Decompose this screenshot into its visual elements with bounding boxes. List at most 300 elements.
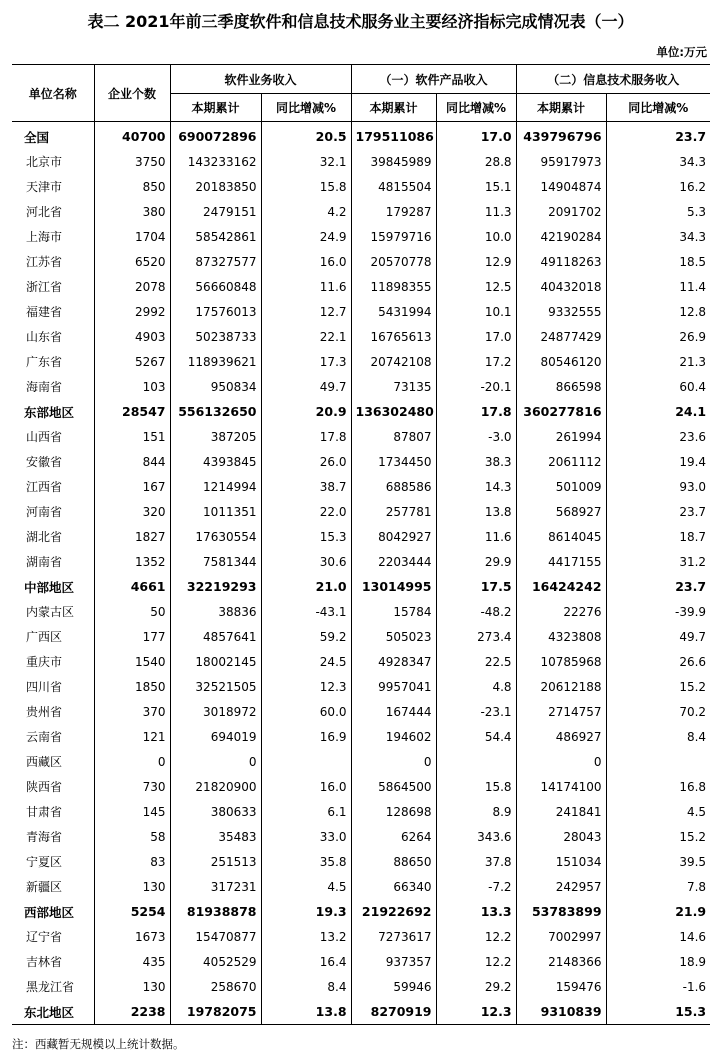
- cell-software-products: 7273617: [351, 924, 436, 949]
- cell-software-products: 5864500: [351, 774, 436, 799]
- cell-software-revenue-yoy: 60.0: [261, 699, 351, 724]
- cell-it-services-yoy: 5.3: [606, 199, 710, 224]
- cell-software-revenue-yoy: 24.5: [261, 649, 351, 674]
- cell-software-products: 505023: [351, 624, 436, 649]
- cell-region: 河北省: [26, 205, 63, 219]
- cell-region: 内蒙古区: [26, 605, 75, 619]
- cell-enterprises: 5267: [94, 349, 170, 374]
- table-row: [12, 299, 710, 324]
- cell-software-revenue: 380633: [170, 799, 261, 824]
- header-yoy: 同比增减%: [261, 94, 351, 122]
- cell-software-revenue-yoy: 20.9: [261, 399, 351, 424]
- table-row: [12, 549, 710, 574]
- cell-software-revenue-yoy: 33.0: [261, 824, 351, 849]
- cell-software-revenue: 19782075: [170, 999, 261, 1025]
- cell-software-products: 59946: [351, 974, 436, 999]
- cell-it-services-yoy: 12.8: [606, 299, 710, 324]
- cell-software-revenue: 38836: [170, 599, 261, 624]
- cell-software-revenue: 143233162: [170, 149, 261, 174]
- cell-enterprises: 2238: [94, 999, 170, 1025]
- cell-it-services-yoy: 70.2: [606, 699, 710, 724]
- cell-enterprises: 844: [94, 449, 170, 474]
- cell-software-revenue: 87327577: [170, 249, 261, 274]
- cell-it-services-yoy: 26.6: [606, 649, 710, 674]
- cell-software-products-yoy: 13.3: [436, 899, 516, 924]
- cell-it-services: 24877429: [516, 324, 606, 349]
- cell-it-services-yoy: 31.2: [606, 549, 710, 574]
- cell-enterprises: 121: [94, 724, 170, 749]
- cell-it-services: 360277816: [516, 399, 606, 424]
- cell-it-services: 4417155: [516, 549, 606, 574]
- table-row: [12, 799, 710, 824]
- cell-software-products-yoy: 29.2: [436, 974, 516, 999]
- cell-it-services-yoy: 4.5: [606, 799, 710, 824]
- cell-it-services-yoy: 18.5: [606, 249, 710, 274]
- cell-it-services-yoy: -1.6: [606, 974, 710, 999]
- cell-software-revenue: 17576013: [170, 299, 261, 324]
- cell-it-services: 20612188: [516, 674, 606, 699]
- cell-it-services-yoy: 34.3: [606, 224, 710, 249]
- header-enterprises: 企业个数: [94, 65, 170, 122]
- cell-enterprises: 2078: [94, 274, 170, 299]
- cell-it-services: 10785968: [516, 649, 606, 674]
- cell-software-products-yoy: 15.1: [436, 174, 516, 199]
- cell-software-revenue: 690072896: [170, 122, 261, 150]
- cell-it-services-yoy: 19.4: [606, 449, 710, 474]
- cell-software-products-yoy: 12.5: [436, 274, 516, 299]
- cell-region: 云南省: [26, 730, 63, 744]
- table-row: [12, 774, 710, 799]
- cell-software-products: 87807: [351, 424, 436, 449]
- cell-software-products: 257781: [351, 499, 436, 524]
- cell-software-products-yoy: 12.2: [436, 924, 516, 949]
- cell-it-services: 568927: [516, 499, 606, 524]
- cell-enterprises: 50: [94, 599, 170, 624]
- cell-it-services: 14904874: [516, 174, 606, 199]
- cell-enterprises: 28547: [94, 399, 170, 424]
- cell-software-products-yoy: 343.6: [436, 824, 516, 849]
- table-row: [12, 474, 710, 499]
- cell-software-products-yoy: -48.2: [436, 599, 516, 624]
- cell-region: 中部地区: [24, 579, 75, 595]
- table-row: [12, 399, 710, 424]
- cell-software-products-yoy: [436, 749, 516, 774]
- cell-it-services-yoy: 23.6: [606, 424, 710, 449]
- cell-software-products-yoy: 17.0: [436, 324, 516, 349]
- cell-region: 上海市: [26, 230, 63, 244]
- table-row: [12, 699, 710, 724]
- table-row: [12, 674, 710, 699]
- cell-region: 重庆市: [26, 655, 63, 669]
- cell-region: 山东省: [26, 330, 63, 344]
- table-row: [12, 924, 710, 949]
- table-row: [12, 349, 710, 374]
- table-row: [12, 174, 710, 199]
- header-software-products: （一）软件产品收入: [351, 65, 516, 94]
- cell-software-revenue: 81938878: [170, 899, 261, 924]
- cell-enterprises: 320: [94, 499, 170, 524]
- cell-software-revenue: 32219293: [170, 574, 261, 599]
- cell-enterprises: 1827: [94, 524, 170, 549]
- cell-it-services-yoy: 14.6: [606, 924, 710, 949]
- cell-software-products-yoy: 15.8: [436, 774, 516, 799]
- table-row: [12, 524, 710, 549]
- cell-software-revenue: 17630554: [170, 524, 261, 549]
- cell-enterprises: 167: [94, 474, 170, 499]
- cell-software-revenue: 694019: [170, 724, 261, 749]
- cell-software-revenue: 56660848: [170, 274, 261, 299]
- cell-software-products: 39845989: [351, 149, 436, 174]
- cell-software-revenue: 387205: [170, 424, 261, 449]
- cell-software-revenue-yoy: 38.7: [261, 474, 351, 499]
- cell-software-revenue: 35483: [170, 824, 261, 849]
- header-cumulative: 本期累计: [516, 94, 606, 122]
- cell-it-services: 4323808: [516, 624, 606, 649]
- cell-it-services: 241841: [516, 799, 606, 824]
- cell-software-products: 5431994: [351, 299, 436, 324]
- cell-it-services: 40432018: [516, 274, 606, 299]
- cell-enterprises: 5254: [94, 899, 170, 924]
- cell-software-products-yoy: 12.2: [436, 949, 516, 974]
- cell-enterprises: 1704: [94, 224, 170, 249]
- cell-region: 甘肃省: [26, 805, 63, 819]
- cell-software-products-yoy: -7.2: [436, 874, 516, 899]
- cell-it-services-yoy: 15.3: [606, 999, 710, 1025]
- cell-it-services-yoy: 34.3: [606, 149, 710, 174]
- cell-software-revenue-yoy: 32.1: [261, 149, 351, 174]
- table-row: [12, 449, 710, 474]
- cell-region: 吉林省: [26, 955, 63, 969]
- table-row: [12, 874, 710, 899]
- cell-region: 河南省: [26, 505, 63, 519]
- cell-software-revenue-yoy: 12.3: [261, 674, 351, 699]
- table-row: [12, 499, 710, 524]
- cell-region: 海南省: [26, 380, 63, 394]
- cell-software-products: 13014995: [351, 574, 436, 599]
- cell-it-services: 95917973: [516, 149, 606, 174]
- cell-software-revenue: 0: [170, 749, 261, 774]
- cell-it-services-yoy: 21.3: [606, 349, 710, 374]
- table-row: [12, 324, 710, 349]
- cell-software-revenue: 7581344: [170, 549, 261, 574]
- cell-region: 全国: [24, 129, 50, 145]
- cell-enterprises: 177: [94, 624, 170, 649]
- cell-software-products: 0: [351, 749, 436, 774]
- cell-enterprises: 6520: [94, 249, 170, 274]
- cell-it-services-yoy: 21.9: [606, 899, 710, 924]
- cell-enterprises: 130: [94, 974, 170, 999]
- cell-it-services: 16424242: [516, 574, 606, 599]
- cell-region: 辽宁省: [26, 930, 63, 944]
- table-row: [12, 574, 710, 599]
- table-body: [12, 122, 710, 1025]
- cell-enterprises: 4661: [94, 574, 170, 599]
- cell-software-products: 88650: [351, 849, 436, 874]
- cell-it-services: 9332555: [516, 299, 606, 324]
- cell-software-products: 179511086: [351, 122, 436, 150]
- cell-it-services-yoy: 18.7: [606, 524, 710, 549]
- cell-enterprises: 380: [94, 199, 170, 224]
- table-row: [12, 199, 710, 224]
- cell-it-services: 2714757: [516, 699, 606, 724]
- cell-software-products: 4815504: [351, 174, 436, 199]
- table-row: [12, 224, 710, 249]
- cell-software-revenue-yoy: -43.1: [261, 599, 351, 624]
- cell-enterprises: 370: [94, 699, 170, 724]
- cell-software-revenue: 118939621: [170, 349, 261, 374]
- cell-software-revenue: 2479151: [170, 199, 261, 224]
- cell-enterprises: 1850: [94, 674, 170, 699]
- cell-region: 黑龙江省: [26, 980, 75, 994]
- cell-it-services-yoy: 15.2: [606, 674, 710, 699]
- cell-it-services: 439796796: [516, 122, 606, 150]
- cell-software-revenue-yoy: 22.1: [261, 324, 351, 349]
- table-row: [12, 122, 710, 150]
- cell-software-revenue: 4393845: [170, 449, 261, 474]
- cell-software-products: 16765613: [351, 324, 436, 349]
- cell-software-revenue-yoy: 26.0: [261, 449, 351, 474]
- cell-region: 福建省: [26, 305, 63, 319]
- cell-it-services: 53783899: [516, 899, 606, 924]
- cell-software-revenue-yoy: 16.4: [261, 949, 351, 974]
- cell-enterprises: 1540: [94, 649, 170, 674]
- cell-it-services-yoy: 24.1: [606, 399, 710, 424]
- cell-region: 江苏省: [26, 255, 63, 269]
- cell-software-revenue-yoy: 13.2: [261, 924, 351, 949]
- cell-software-revenue: 251513: [170, 849, 261, 874]
- cell-software-revenue-yoy: 35.8: [261, 849, 351, 874]
- header-cumulative: 本期累计: [351, 94, 436, 122]
- cell-software-products: 11898355: [351, 274, 436, 299]
- cell-software-revenue: 18002145: [170, 649, 261, 674]
- cell-it-services: 22276: [516, 599, 606, 624]
- cell-enterprises: 2992: [94, 299, 170, 324]
- table-row: [12, 999, 710, 1025]
- cell-it-services-yoy: 93.0: [606, 474, 710, 499]
- cell-software-products-yoy: 11.3: [436, 199, 516, 224]
- cell-enterprises: 103: [94, 374, 170, 399]
- cell-it-services: 159476: [516, 974, 606, 999]
- cell-software-products: 1734450: [351, 449, 436, 474]
- cell-software-products-yoy: 14.3: [436, 474, 516, 499]
- cell-software-revenue: 258670: [170, 974, 261, 999]
- cell-software-products: 15979716: [351, 224, 436, 249]
- cell-region: 宁夏区: [26, 855, 63, 869]
- header-it-services: （二）信息技术服务收入: [516, 65, 710, 94]
- cell-enterprises: 40700: [94, 122, 170, 150]
- cell-software-products-yoy: 8.9: [436, 799, 516, 824]
- cell-region: 西部地区: [24, 904, 75, 920]
- cell-enterprises: 1352: [94, 549, 170, 574]
- cell-it-services-yoy: -39.9: [606, 599, 710, 624]
- cell-region: 天津市: [26, 180, 63, 194]
- cell-it-services-yoy: 39.5: [606, 849, 710, 874]
- cell-software-products: 167444: [351, 699, 436, 724]
- cell-software-revenue-yoy: 16.0: [261, 774, 351, 799]
- cell-software-revenue-yoy: 4.2: [261, 199, 351, 224]
- table-row: [12, 599, 710, 624]
- cell-it-services-yoy: 23.7: [606, 574, 710, 599]
- cell-software-revenue-yoy: 30.6: [261, 549, 351, 574]
- cell-software-revenue-yoy: 15.8: [261, 174, 351, 199]
- cell-software-revenue-yoy: 20.5: [261, 122, 351, 150]
- cell-it-services-yoy: 15.2: [606, 824, 710, 849]
- cell-software-products: 179287: [351, 199, 436, 224]
- header-software-revenue: 软件业务收入: [170, 65, 351, 94]
- cell-it-services-yoy: 16.2: [606, 174, 710, 199]
- cell-software-revenue: 1011351: [170, 499, 261, 524]
- header-cumulative: 本期累计: [170, 94, 261, 122]
- cell-software-revenue-yoy: 16.9: [261, 724, 351, 749]
- table-row: [12, 899, 710, 924]
- cell-software-revenue: 4857641: [170, 624, 261, 649]
- cell-software-products: 8270919: [351, 999, 436, 1025]
- footnote: 注：西藏暂无规模以上统计数据。: [12, 1037, 185, 1051]
- cell-it-services: 28043: [516, 824, 606, 849]
- cell-region: 陕西省: [26, 780, 63, 794]
- cell-software-products: 20742108: [351, 349, 436, 374]
- cell-region: 贵州省: [26, 705, 63, 719]
- cell-software-products-yoy: 12.9: [436, 249, 516, 274]
- cell-software-revenue-yoy: 19.3: [261, 899, 351, 924]
- cell-enterprises: 435: [94, 949, 170, 974]
- cell-software-products-yoy: -20.1: [436, 374, 516, 399]
- cell-software-products: 136302480: [351, 399, 436, 424]
- cell-enterprises: 145: [94, 799, 170, 824]
- cell-software-products-yoy: -23.1: [436, 699, 516, 724]
- cell-software-products-yoy: 22.5: [436, 649, 516, 674]
- cell-software-products-yoy: -3.0: [436, 424, 516, 449]
- cell-it-services: 42190284: [516, 224, 606, 249]
- cell-software-products: 6264: [351, 824, 436, 849]
- cell-software-products-yoy: 29.9: [436, 549, 516, 574]
- cell-software-products: 15784: [351, 599, 436, 624]
- cell-region: 西藏区: [26, 755, 63, 769]
- cell-software-revenue-yoy: 16.0: [261, 249, 351, 274]
- cell-software-products: 2203444: [351, 549, 436, 574]
- cell-it-services-yoy: 16.8: [606, 774, 710, 799]
- header-yoy: 同比增减%: [606, 94, 710, 122]
- cell-software-revenue-yoy: 49.7: [261, 374, 351, 399]
- cell-it-services-yoy: 26.9: [606, 324, 710, 349]
- cell-region: 四川省: [26, 680, 63, 694]
- cell-it-services: 2148366: [516, 949, 606, 974]
- cell-it-services-yoy: 23.7: [606, 122, 710, 150]
- cell-software-revenue-yoy: 59.2: [261, 624, 351, 649]
- cell-region: 青海省: [26, 830, 63, 844]
- cell-it-services: 151034: [516, 849, 606, 874]
- cell-region: 浙江省: [26, 280, 63, 294]
- cell-region: 广东省: [26, 355, 63, 369]
- cell-software-revenue: 50238733: [170, 324, 261, 349]
- table-row: [12, 274, 710, 299]
- table-row: [12, 749, 710, 774]
- cell-it-services-yoy: 18.9: [606, 949, 710, 974]
- cell-software-revenue-yoy: 12.7: [261, 299, 351, 324]
- cell-software-products: 21922692: [351, 899, 436, 924]
- cell-software-revenue-yoy: 11.6: [261, 274, 351, 299]
- cell-enterprises: 151: [94, 424, 170, 449]
- cell-enterprises: 130: [94, 874, 170, 899]
- cell-software-products-yoy: 17.8: [436, 399, 516, 424]
- cell-software-products-yoy: 54.4: [436, 724, 516, 749]
- cell-software-revenue: 15470877: [170, 924, 261, 949]
- cell-it-services: 501009: [516, 474, 606, 499]
- cell-software-revenue-yoy: 17.3: [261, 349, 351, 374]
- table-row: [12, 724, 710, 749]
- header-yoy: 同比增减%: [436, 94, 516, 122]
- cell-software-products: 688586: [351, 474, 436, 499]
- cell-it-services: 261994: [516, 424, 606, 449]
- cell-software-revenue: 317231: [170, 874, 261, 899]
- table-row: [12, 149, 710, 174]
- cell-software-products-yoy: 13.8: [436, 499, 516, 524]
- cell-software-products-yoy: 37.8: [436, 849, 516, 874]
- table-row: [12, 824, 710, 849]
- cell-software-revenue: 556132650: [170, 399, 261, 424]
- table-row: [12, 249, 710, 274]
- cell-region: 湖北省: [26, 530, 63, 544]
- cell-software-products-yoy: 38.3: [436, 449, 516, 474]
- cell-software-revenue-yoy: 22.0: [261, 499, 351, 524]
- cell-software-products-yoy: 10.0: [436, 224, 516, 249]
- cell-enterprises: 0: [94, 749, 170, 774]
- cell-enterprises: 58: [94, 824, 170, 849]
- cell-it-services-yoy: 7.8: [606, 874, 710, 899]
- cell-software-products: 20570778: [351, 249, 436, 274]
- cell-enterprises: 83: [94, 849, 170, 874]
- statistics-table: [12, 64, 710, 1025]
- cell-it-services-yoy: 11.4: [606, 274, 710, 299]
- cell-region: 东部地区: [24, 404, 75, 420]
- cell-software-revenue: 950834: [170, 374, 261, 399]
- table-row: [12, 649, 710, 674]
- cell-software-revenue: 3018972: [170, 699, 261, 724]
- cell-it-services: 49118263: [516, 249, 606, 274]
- cell-software-revenue-yoy: 15.3: [261, 524, 351, 549]
- table-row: [12, 624, 710, 649]
- cell-region: 湖南省: [26, 555, 63, 569]
- cell-software-revenue-yoy: 21.0: [261, 574, 351, 599]
- table-row: [12, 949, 710, 974]
- cell-region: 北京市: [26, 155, 63, 169]
- cell-it-services: 486927: [516, 724, 606, 749]
- cell-enterprises: 4903: [94, 324, 170, 349]
- cell-software-revenue-yoy: 4.5: [261, 874, 351, 899]
- cell-software-revenue-yoy: 6.1: [261, 799, 351, 824]
- cell-software-products-yoy: 17.5: [436, 574, 516, 599]
- unit-label: 单位:万元: [656, 45, 707, 59]
- table-row: [12, 424, 710, 449]
- cell-it-services-yoy: [606, 749, 710, 774]
- cell-it-services-yoy: 60.4: [606, 374, 710, 399]
- cell-software-products-yoy: 4.8: [436, 674, 516, 699]
- cell-software-revenue: 58542861: [170, 224, 261, 249]
- cell-region: 安徽省: [26, 455, 63, 469]
- cell-software-revenue-yoy: 8.4: [261, 974, 351, 999]
- cell-software-products: 194602: [351, 724, 436, 749]
- table-row: [12, 374, 710, 399]
- cell-it-services-yoy: 49.7: [606, 624, 710, 649]
- cell-it-services: 2091702: [516, 199, 606, 224]
- table-row: [12, 974, 710, 999]
- header-region: 单位名称: [12, 65, 94, 122]
- cell-region: 山西省: [26, 430, 63, 444]
- cell-region: 广西区: [26, 630, 63, 644]
- cell-it-services: 0: [516, 749, 606, 774]
- cell-software-products: 8042927: [351, 524, 436, 549]
- cell-it-services: 8614045: [516, 524, 606, 549]
